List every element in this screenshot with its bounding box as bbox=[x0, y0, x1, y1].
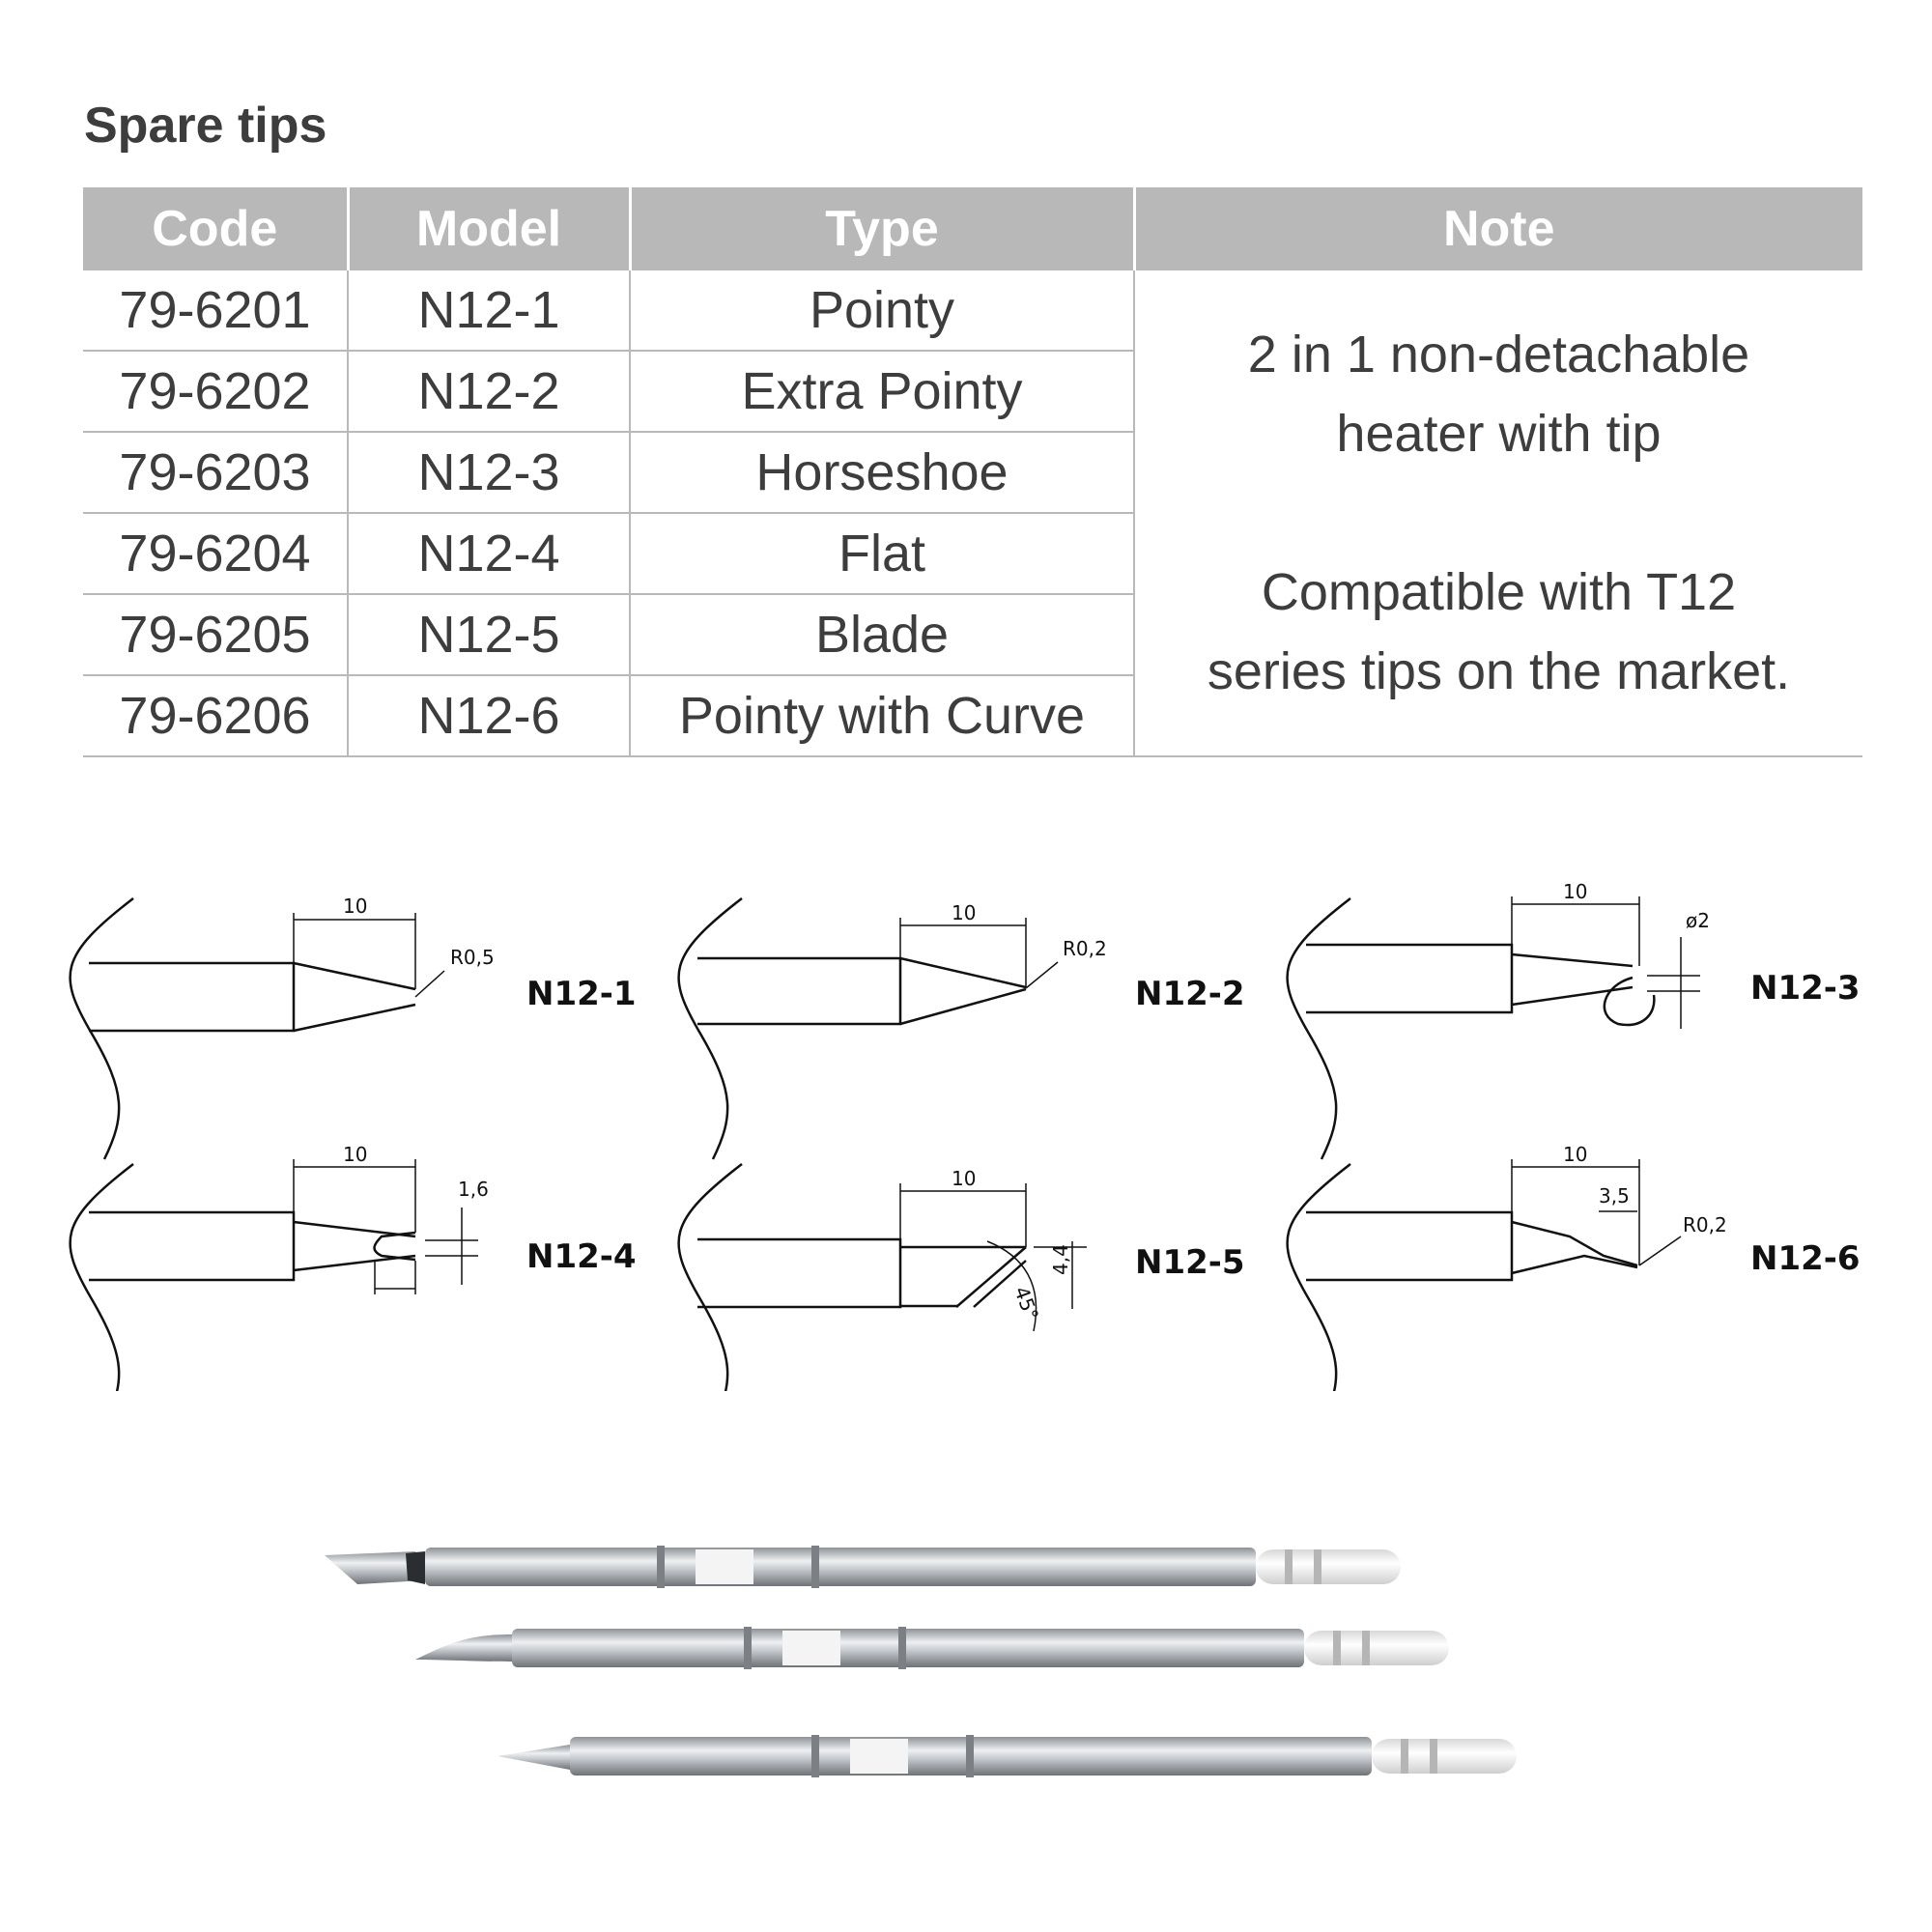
dim-label: 45° bbox=[1009, 1283, 1043, 1324]
header-code: Code bbox=[83, 187, 348, 270]
header-note: Note bbox=[1134, 187, 1862, 270]
dim-label: 10 bbox=[343, 1143, 368, 1166]
tip-drawing-n12-3 bbox=[1288, 880, 1861, 1159]
note-line: heater with tip bbox=[1336, 405, 1662, 463]
note-line: 2 in 1 non-detachable bbox=[1247, 326, 1750, 384]
cell-type: Blade bbox=[630, 594, 1134, 675]
note-cell bbox=[1134, 270, 1862, 756]
dim-label: ø2 bbox=[1686, 909, 1710, 932]
cell-code: 79-6201 bbox=[83, 270, 348, 351]
tip-label: N12-1 bbox=[526, 975, 637, 1013]
dim-label: 10 bbox=[952, 1167, 977, 1190]
cell-model: N12-2 bbox=[348, 351, 630, 432]
tip-label: N12-4 bbox=[526, 1237, 637, 1276]
header-model: Model bbox=[348, 187, 630, 270]
tip-drawing-n12-5 bbox=[679, 1164, 1245, 1391]
dim-label: R0,2 bbox=[1063, 937, 1107, 960]
tip-label: N12-3 bbox=[1750, 969, 1861, 1008]
page-title: Spare tips bbox=[84, 98, 327, 154]
cell-code: 79-6206 bbox=[83, 675, 348, 756]
cell-code: 79-6202 bbox=[83, 351, 348, 432]
tip-label: N12-2 bbox=[1135, 975, 1245, 1013]
dim-label: 10 bbox=[1563, 880, 1588, 903]
cell-code: 79-6205 bbox=[83, 594, 348, 675]
dim-label: 10 bbox=[952, 901, 977, 924]
table-header-row bbox=[83, 187, 1862, 270]
tip-drawing-n12-4 bbox=[71, 1143, 637, 1391]
tips-photo bbox=[290, 1507, 1662, 1855]
tip-drawings bbox=[0, 869, 1932, 1391]
tip-photo-pointy bbox=[497, 1735, 1517, 1777]
cell-type: Horseshoe bbox=[630, 432, 1134, 513]
dim-label: 1,6 bbox=[458, 1178, 489, 1201]
dim-label: 10 bbox=[1563, 1143, 1588, 1166]
cell-type: Extra Pointy bbox=[630, 351, 1134, 432]
tip-drawing-n12-6 bbox=[1288, 1143, 1861, 1391]
spare-tips-table bbox=[83, 187, 1862, 757]
tip-label: N12-6 bbox=[1750, 1239, 1861, 1278]
cell-type: Pointy bbox=[630, 270, 1134, 351]
cell-type: Flat bbox=[630, 513, 1134, 594]
tip-drawing-n12-1 bbox=[71, 895, 637, 1159]
cell-model: N12-6 bbox=[348, 675, 630, 756]
note-line: series tips on the market. bbox=[1207, 642, 1791, 700]
tip-photo-blade bbox=[325, 1546, 1401, 1588]
tip-label: N12-5 bbox=[1135, 1243, 1245, 1282]
cell-model: N12-5 bbox=[348, 594, 630, 675]
cell-model: N12-3 bbox=[348, 432, 630, 513]
tip-photo-curved bbox=[415, 1627, 1449, 1669]
tip-drawing-n12-2 bbox=[679, 898, 1245, 1159]
table-row bbox=[83, 270, 1862, 351]
dim-label: R0,2 bbox=[1683, 1213, 1727, 1236]
header-type: Type bbox=[630, 187, 1134, 270]
cell-type: Pointy with Curve bbox=[630, 675, 1134, 756]
dim-label: 4,4 bbox=[1049, 1244, 1072, 1275]
cell-model: N12-4 bbox=[348, 513, 630, 594]
note-line: Compatible with T12 bbox=[1261, 563, 1737, 621]
dim-label: 3,5 bbox=[1599, 1184, 1630, 1208]
dim-label: 10 bbox=[343, 895, 368, 918]
cell-code: 79-6204 bbox=[83, 513, 348, 594]
cell-model: N12-1 bbox=[348, 270, 630, 351]
dim-label: R0,5 bbox=[450, 946, 495, 969]
cell-code: 79-6203 bbox=[83, 432, 348, 513]
